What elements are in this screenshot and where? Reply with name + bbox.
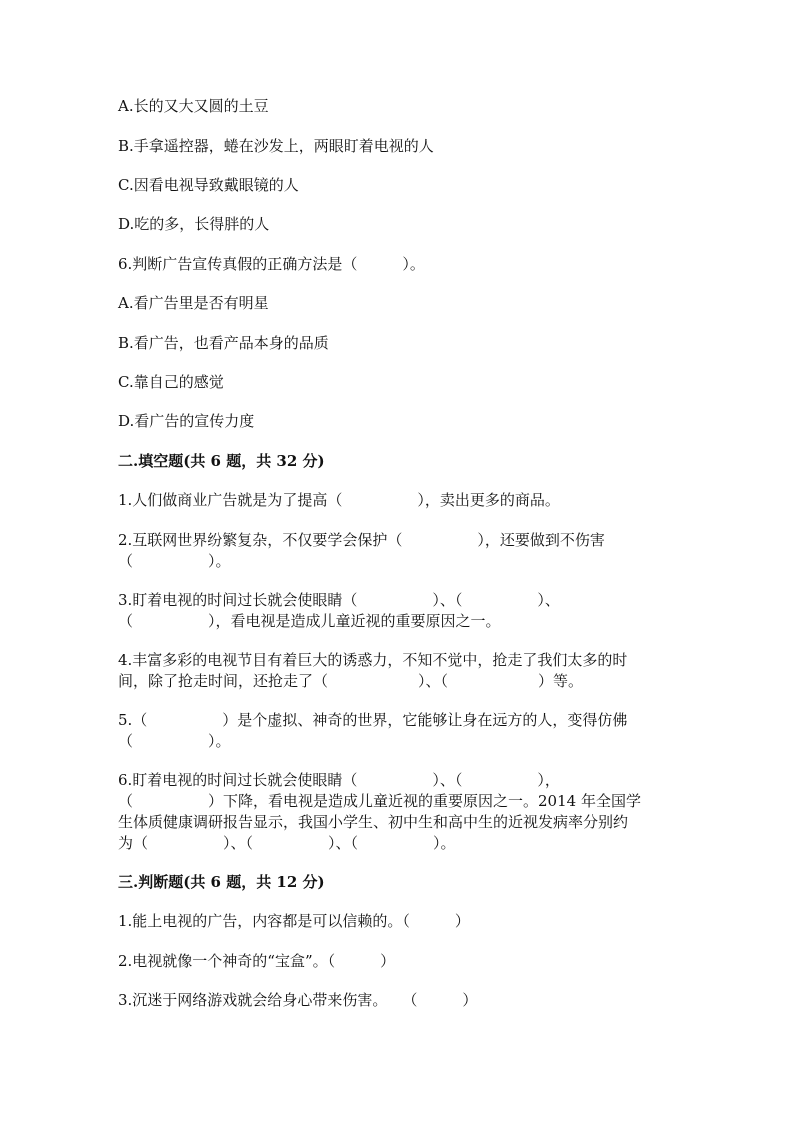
fill-question-2-cont: （ ）。 [118,552,231,570]
fill-question-5: 5.（ ）是个虚拟、神奇的世界，它能够让身在远方的人，变得仿佛 [118,711,628,729]
option-b: B.看广告，也看产品本身的品质 [118,334,329,352]
section-heading-fill-blank: 二.填空题(共 6 题，共 32 分) [118,452,325,470]
fill-question-3-cont: （ ），看电视是造成儿童近视的重要原因之一。 [118,612,501,630]
judge-question-1: 1.能上电视的广告，内容都是可以信赖的。（ ） [118,912,470,930]
option-d: D.看广告的宣传力度 [118,412,255,430]
option-a: A.看广告里是否有明星 [118,294,269,312]
fill-question-6-cont-2: 生体质健康调研报告显示，我国小学生、初中生和高中生的近视发病率分别约 [118,813,629,831]
option-a: A.长的又大又圆的土豆 [118,97,269,115]
fill-question-2: 2.互联网世界纷繁复杂，不仅要学会保护（ ），还要做到不伤害 [118,531,605,549]
section-heading-judgement: 三.判断题(共 6 题，共 12 分) [118,873,325,891]
fill-question-3: 3.盯着电视的时间过长就会使眼睛（ ）、（ ）、 [118,591,560,609]
option-d: D.吃的多，长得胖的人 [118,215,270,233]
option-b: B.手拿遥控器，蜷在沙发上，两眼盯着电视的人 [118,137,434,155]
fill-question-4: 4.丰富多彩的电视节目有着巨大的诱惑力，不知不觉中，抢走了我们太多的时 [118,651,628,669]
fill-question-5-cont: （ ）。 [118,732,231,750]
fill-question-6-cont-3: 为（ ）、（ ）、（ ）。 [118,834,456,852]
judge-question-2: 2.电视就像一个神奇的“宝盒”。（ ） [118,952,396,970]
fill-question-6-cont-1: （ ）下降，看电视是造成儿童近视的重要原因之一。2014 年全国学 [118,792,641,810]
judge-question-3: 3.沉迷于网络游戏就会给身心带来伤害。 （ ） [118,991,478,1009]
fill-question-4-cont: 间，除了抢走时间，还抢走了（ ）、（ ）等。 [118,672,584,690]
option-c: C.因看电视导致戴眼镜的人 [118,176,299,194]
option-c: C.靠自己的感觉 [118,373,224,391]
fill-question-1: 1.人们做商业广告就是为了提高（ ），卖出更多的商品。 [118,491,560,509]
question-6: 6.判断广告宣传真假的正确方法是（ ）。 [118,255,425,273]
fill-question-6: 6.盯着电视的时间过长就会使眼睛（ ）、（ ）， [118,771,560,789]
